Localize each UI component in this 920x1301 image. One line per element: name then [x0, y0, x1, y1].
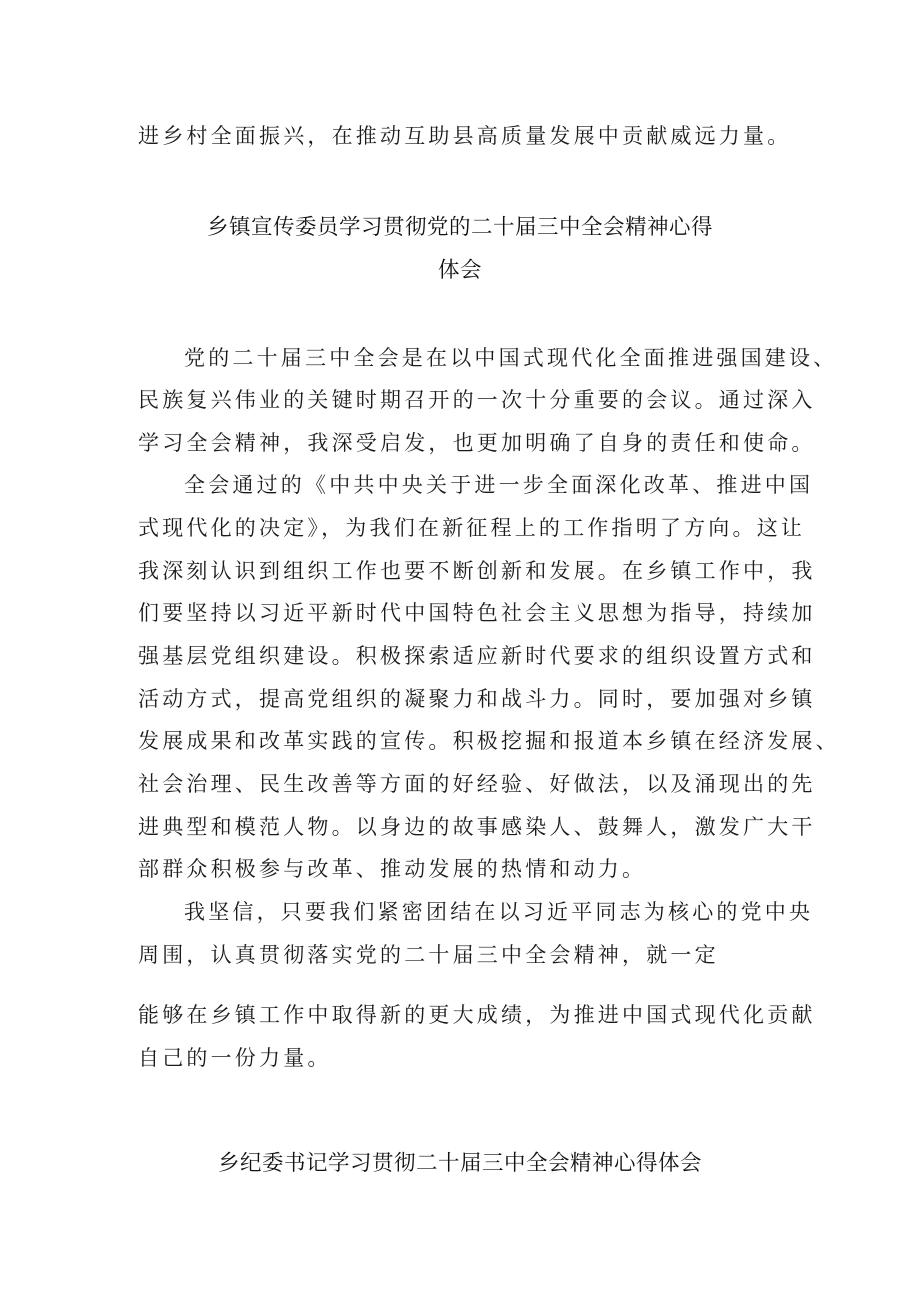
article-1-title-line-2: 体会 [437, 258, 482, 283]
paragraph-line: 式现代化的决定》，为我们在新征程上的工作指明了方向。这让 [138, 516, 806, 540]
paragraph-line: 发展成果和改革实践的宣传。积极挖掘和报道本乡镇在经济发展、 [138, 729, 840, 753]
paragraph-line: 党的二十届三中全会是在以中国式现代化全面推进强国建设、 [184, 346, 838, 370]
paragraph-line: 学习全会精神，我深受启发，也更加明确了自身的责任和使命。 [138, 431, 816, 455]
paragraph-line: 我坚信，只要我们紧密团结在以习近平同志为核心的党中央 [184, 900, 814, 924]
paragraph-line: 部群众积极参与改革、推动发展的热情和动力。 [138, 857, 647, 881]
paragraph-line: 自己的一份力量。 [138, 1046, 332, 1070]
paragraph-line: 全会通过的《中共中央关于进一步全面深化改革、推进中国 [184, 473, 814, 497]
paragraph-line: 活动方式，提高党组织的凝聚力和战斗力。同时，要加强对乡镇 [138, 687, 816, 711]
article-2-title: 乡纪委书记学习贯彻二十届三中全会精神心得体会 [217, 1151, 702, 1176]
paragraph-line: 周围，认真贯彻落实党的二十届三中全会精神，就一定 [138, 943, 719, 967]
paragraph-line: 社会治理、民生改善等方面的好经验、好做法，以及涌现出的先 [138, 772, 816, 796]
paragraph-line: 进典型和模范人物。以身边的故事感染人、鼓舞人，激发广大干 [138, 815, 816, 839]
paragraph-line: 能够在乡镇工作中取得新的更大成绩，为推进中国式现代化贡献 [138, 1003, 816, 1027]
paragraph-line: 我深刻认识到组织工作也要不断创新和发展。在乡镇工作中，我 [138, 559, 816, 583]
paragraph-line: 强基层党组织建设。积极探索适应新时代要求的组织设置方式和 [138, 644, 816, 668]
top-fragment-line: 进乡村全面振兴，在推动互助县高质量发展中贡献威远力量。 [138, 124, 792, 148]
paragraph-line: 们要坚持以习近平新时代中国特色社会主义思想为指导，持续加 [138, 601, 816, 625]
paragraph-line: 民族复兴伟业的关键时期召开的一次十分重要的会议。通过深入 [138, 388, 816, 412]
article-1-title-line-1: 乡镇宣传委员学习贯彻党的二十届三中全会精神心得 [206, 215, 713, 240]
